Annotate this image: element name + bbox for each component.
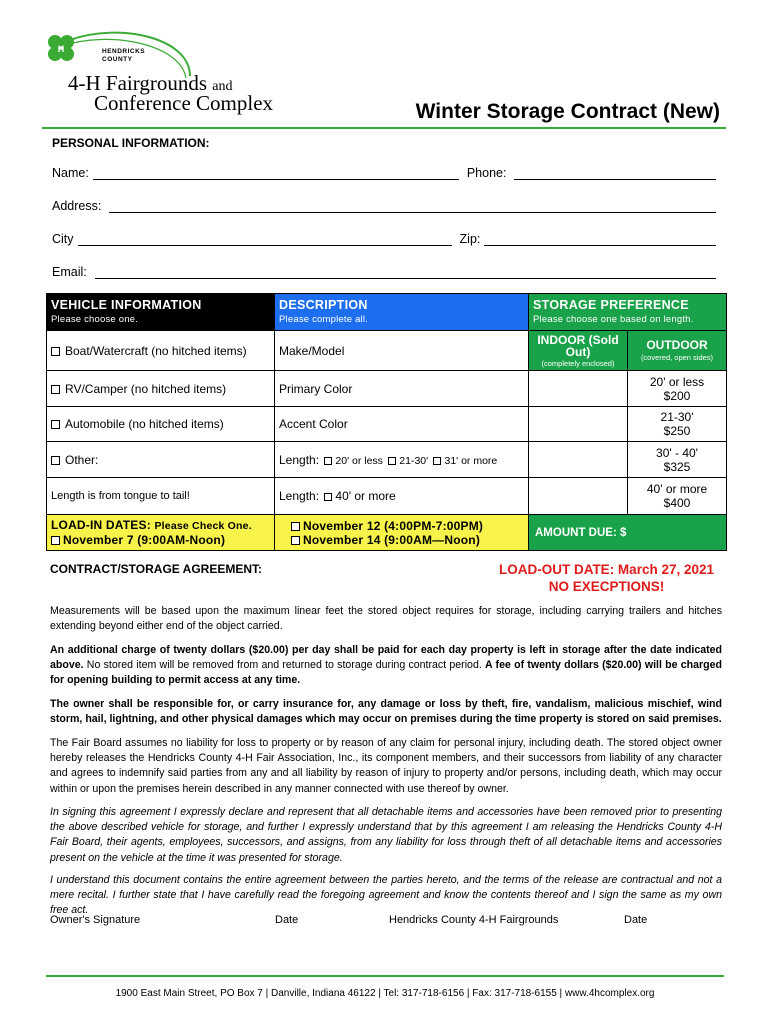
table-row [47, 407, 727, 442]
contract-heading: CONTRACT/STORAGE AGREEMENT: [50, 562, 263, 576]
paragraph-agreement: I understand this document contains the entire agreement between the parties hereto, and the terms of the release are contractual and not a mere recital. I further state that I have carefully read the foregoing agreement and know the contents thereof and I sign the same as my own free act. [50, 874, 722, 917]
email-row [52, 263, 716, 279]
phone-label: Phone: [466, 166, 507, 180]
price-cell[interactable]: 21-30' $250 [628, 407, 727, 442]
address-label: Address: [52, 199, 102, 213]
description-header: DESCRIPTION Please complete all. [275, 294, 529, 331]
zip-field[interactable] [484, 234, 716, 246]
checkbox[interactable] [291, 536, 300, 545]
primary-color-cell[interactable]: Primary Color [275, 371, 529, 407]
phone-field[interactable] [514, 168, 716, 180]
logo-county-text: HENDRICKS COUNTY [102, 48, 146, 63]
city-zip-row [52, 230, 716, 246]
indoor-cell[interactable] [529, 442, 628, 478]
logo-line2: Conference Complex [94, 91, 274, 115]
indoor-cell[interactable] [529, 478, 628, 515]
name-label: Name: [52, 166, 89, 180]
boat-option[interactable]: Boat/Watercraft (no hitched items) [47, 331, 275, 371]
price-cell[interactable]: 20' or less $200 [628, 371, 727, 407]
outdoor-header: OUTDOOR (covered, open sides) [628, 331, 727, 371]
checkbox[interactable] [433, 457, 441, 465]
date-label[interactable]: Date [275, 914, 299, 926]
other-option[interactable]: Other: [47, 442, 275, 478]
address-row [52, 197, 716, 213]
loadin-nov7[interactable]: November 7 (9:00AM-Noon) [51, 533, 270, 547]
loadin-cell-2 [275, 515, 529, 551]
length-note: Length is from tongue to tail! [47, 478, 275, 515]
storage-header: STORAGE PREFERENCE Please choose one based on length. [529, 294, 727, 331]
paragraph-declaration: In signing this agreement I expressly declare and represent that all detachable items and accessories have been removed prior to presenting the above described vehicle for storage, and further I expressly understand that by this agreement I am releasing the Hendricks County 4-H Fair Board, their agents, employees, successors, and assigns, from any liability for loss through theft of all detachable items and accessories present on the vehicle at the time it was presented for storage. [50, 806, 722, 864]
indoor-header: INDOOR (Sold Out) (completely enclosed) [529, 331, 628, 371]
footer-contact: 1900 East Main Street, PO Box 7 | Danville, Indiana 46122 | Tel: 317-718-6156 | Fax: 317-718-6155 | www.4hcomplex.org [115, 988, 655, 999]
paragraph-responsibility: The owner shall be responsible for, or carry insurance for, any damage or loss by theft, fire, vandalism, malicious mischief, wind storm, hail, lightning, and other physical damages which may occur on premises during the time property is stored on said premises. [50, 698, 722, 726]
price-cell[interactable]: 30' - 40' $325 [628, 442, 727, 478]
length-cell[interactable]: Length: 20' or less 21-30' 31' or more [275, 442, 529, 478]
loadout-notice: LOAD-OUT DATE: March 27, 2021 NO EXECPTIONS! [498, 562, 714, 594]
name-phone-row [52, 164, 716, 180]
vehicle-header: VEHICLE INFORMATION Please choose one. [47, 294, 275, 331]
paragraph-charges: An additional charge of twenty dollars ($20.00) per day shall be paid for each day property is left in storage after the date indicated above. No stored item will be removed from and returned to storage during contract period. A fee of twenty dollars ($20.00) will be charged for opening building to permit access at any time. [50, 644, 722, 687]
indoor-cell[interactable] [529, 407, 628, 442]
fairgrounds-signature-label[interactable]: Hendricks County 4-H Fairgrounds [389, 914, 559, 926]
checkbox[interactable] [291, 522, 300, 531]
loadin-nov12[interactable]: November 12 (4:00PM-7:00PM) [291, 519, 524, 533]
document-title: Winter Storage Contract (New) [415, 100, 720, 123]
checkbox[interactable] [51, 456, 60, 465]
accent-color-cell[interactable]: Accent Color [275, 407, 529, 442]
table-row [47, 331, 727, 371]
clover-icon [44, 32, 78, 66]
paragraph-measurements: Measurements will be based upon the maximum linear feet the stored object requires for storage, including carrying trailers and hitches extending beyond either end of the object carried. [50, 605, 722, 633]
storage-table [46, 293, 727, 551]
address-field[interactable] [109, 201, 716, 213]
logo-line1: 4-H Fairgrounds and [68, 71, 233, 95]
loadin-nov14[interactable]: November 14 (9:00AM—Noon) [291, 533, 524, 547]
loadin-row [47, 515, 727, 551]
paragraph-liability: The Fair Board assumes no liability for loss to property or by reason of any claim for personal injury, including death. The stored object owner hereby releases the Hendricks County 4-H Fair Association, Inc., its component members, and their successors from liability of any character and agrees to indemnify said parties from any and all liability by reason of injury to property and/or persons, including death, which may occur within or upon the premises herein described in any manner connected with use thereof by owner. [50, 737, 722, 795]
svg-text:H: H [57, 44, 65, 54]
price-cell[interactable]: 40' or more $400 [628, 478, 727, 515]
checkbox[interactable] [324, 457, 332, 465]
fairgrounds-logo [40, 28, 274, 124]
automobile-option[interactable]: Automobile (no hitched items) [47, 407, 275, 442]
table-header-row [47, 294, 727, 331]
table-row [47, 442, 727, 478]
rv-option[interactable]: RV/Camper (no hitched items) [47, 371, 275, 407]
city-field[interactable] [78, 234, 452, 246]
checkbox[interactable] [51, 385, 60, 394]
footer-divider [46, 975, 724, 977]
personal-info-heading: PERSONAL INFORMATION: [52, 136, 210, 150]
table-row [47, 478, 727, 515]
title-divider [42, 127, 726, 129]
city-label: City [52, 232, 74, 246]
make-model-cell[interactable]: Make/Model [275, 331, 529, 371]
email-field[interactable] [95, 267, 716, 279]
table-row [47, 371, 727, 407]
owner-signature-label[interactable]: Owner's Signature [50, 914, 141, 926]
loadin-cell: LOAD-IN DATES: Please Check One. November 7 (9:00AM-Noon) [47, 515, 275, 551]
name-field[interactable] [93, 168, 459, 180]
date-label-2[interactable]: Date [624, 914, 648, 926]
checkbox[interactable] [324, 493, 332, 501]
checkbox[interactable] [388, 457, 396, 465]
checkbox[interactable] [51, 347, 60, 356]
amount-due-cell[interactable]: AMOUNT DUE: $ [529, 515, 727, 551]
checkbox[interactable] [51, 420, 60, 429]
zip-label: Zip: [459, 232, 481, 246]
email-label: Email: [52, 265, 87, 279]
indoor-cell[interactable] [529, 371, 628, 407]
checkbox[interactable] [51, 536, 60, 545]
length-40-cell[interactable]: Length: 40' or more [275, 478, 529, 515]
